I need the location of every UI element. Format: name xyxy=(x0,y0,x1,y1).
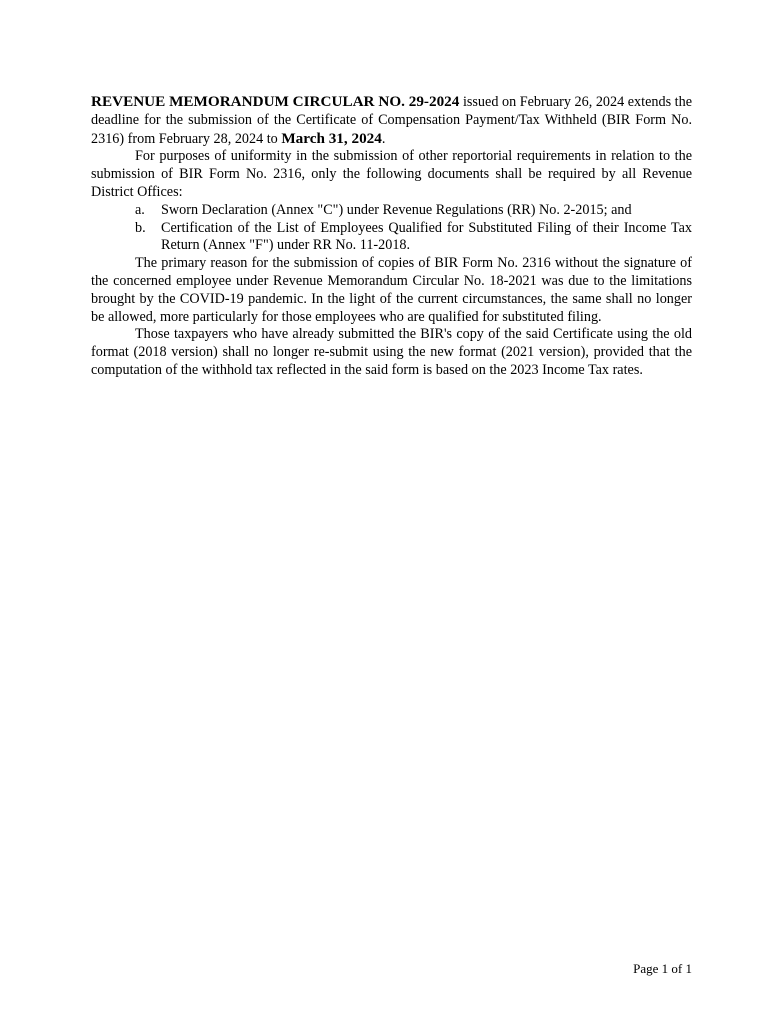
circular-title: REVENUE MEMORANDUM CIRCULAR NO. 29-2024 xyxy=(91,93,460,110)
page-number: Page 1 of 1 xyxy=(633,961,692,976)
intro-paragraph xyxy=(91,93,692,148)
list-item xyxy=(91,202,692,220)
list-item xyxy=(91,220,692,256)
intro-end: . xyxy=(381,130,386,147)
list-item-text: Certification of the List of Employees Qualified for Substituted Filing of their Income Tax Return (Annex "F") under RR No. 11-2018. xyxy=(161,219,692,254)
document-body xyxy=(91,93,692,380)
uniformity-paragraph: For purposes of uniformity in the submission of other reportorial requirements in relation to the submission of BIR Form No. 2316, only the following documents shall be required by all Revenue District Offices: xyxy=(91,148,692,200)
required-documents-list xyxy=(91,202,692,255)
intro-text: issued on February 26, 2024 extends the deadline for the submission of the Certificate of Compensation Payment/Tax Withheld (BIR Form No. 2316) from February 28, 2024 to xyxy=(91,94,692,147)
list-marker: a. xyxy=(135,201,145,218)
list-marker: b. xyxy=(135,219,146,236)
new-deadline: March 31, 2024 xyxy=(281,129,382,147)
primary-reason-paragraph: The primary reason for the submission of copies of BIR Form No. 2316 without the signature of the concerned employee under Revenue Memorandum Circular No. 18-2021 was due to the limitations brought by the COVID-19 pandemic. In the light of the current circumstances, the same shall no longer be allowed, more particularly for those employees who are qualified for substituted filing. xyxy=(91,255,692,325)
list-item-text: Sworn Declaration (Annex "C") under Revenue Regulations (RR) No. 2-2015; and xyxy=(161,201,632,218)
taxpayers-paragraph: Those taxpayers who have already submitted the BIR's copy of the said Certificate using the old format (2018 version) shall no longer re-submit using the new format (2021 version), provided that the computation of the withhold tax reflected in the said form is based on the 2023 Income Tax rates. xyxy=(91,326,692,378)
